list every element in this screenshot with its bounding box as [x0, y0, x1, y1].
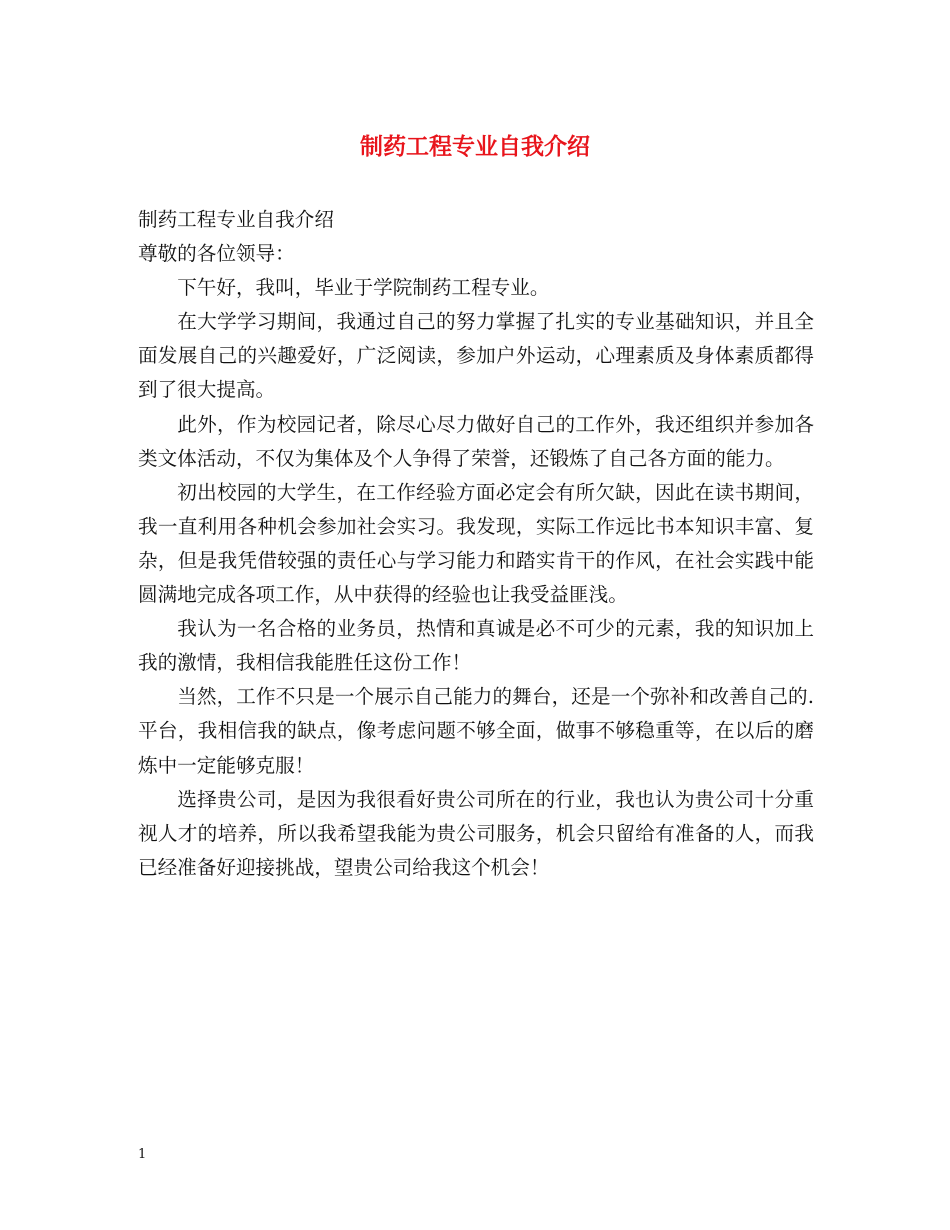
paragraph-study: 在大学学习期间，我通过自己的努力掌握了扎实的专业基础知识，并且全面发展自己的兴趣爱好，广泛阅读，参加户外运动，心理素质及身体素质都得到了很大提高。: [138, 310, 814, 402]
paragraph-improvement: 当然，工作不只是一个展示自己能力的舞台，还是一个弥补和改善自己的. 平台，我相信我的缺点，像考虑问题不够全面，做事不够稳重等，在以后的磨炼中一定能够克服！: [138, 685, 814, 777]
paragraph-passion: 我认为一名合格的业务员，热情和真诚是必不可少的元素，我的知识加上我的激情，我相信我能胜任这份工作！: [138, 617, 814, 675]
paragraph-activities: 此外，作为校园记者，除尽心尽力做好自己的工作外，我还组织并参加各类文体活动，不仅为集体及个人争得了荣誉，还锻炼了自己各方面的能力。: [138, 412, 814, 470]
paragraph-internship: 初出校园的大学生，在工作经验方面必定会有所欠缺，因此在读书期间，我一直利用各种机会参加社会实习。我发现，实际工作远比书本知识丰富、复杂，但是我凭借较强的责任心与学习能力和踏实肯干的作风，在社会实践中能圆满地完成各项工作，从中获得的经验也让我受益匪浅。: [138, 480, 814, 607]
heading-line: 制药工程专业自我介绍: [138, 208, 334, 231]
document-body: [138, 203, 814, 885]
paragraph-closing: 选择贵公司，是因为我很看好贵公司所在的行业，我也认为贵公司十分重视人才的培养，所以我希望我能为贵公司服务，机会只留给有准备的人，而我已经准备好迎接挑战，望贵公司给我这个机会！: [138, 787, 814, 879]
paragraph-greeting: 下午好，我叫，毕业于学院制药工程专业。: [177, 276, 550, 300]
salutation: 尊敬的各位领导：: [138, 242, 295, 266]
page-number: 1: [138, 1147, 147, 1162]
document-title: 制药工程专业自我介绍: [360, 134, 590, 160]
